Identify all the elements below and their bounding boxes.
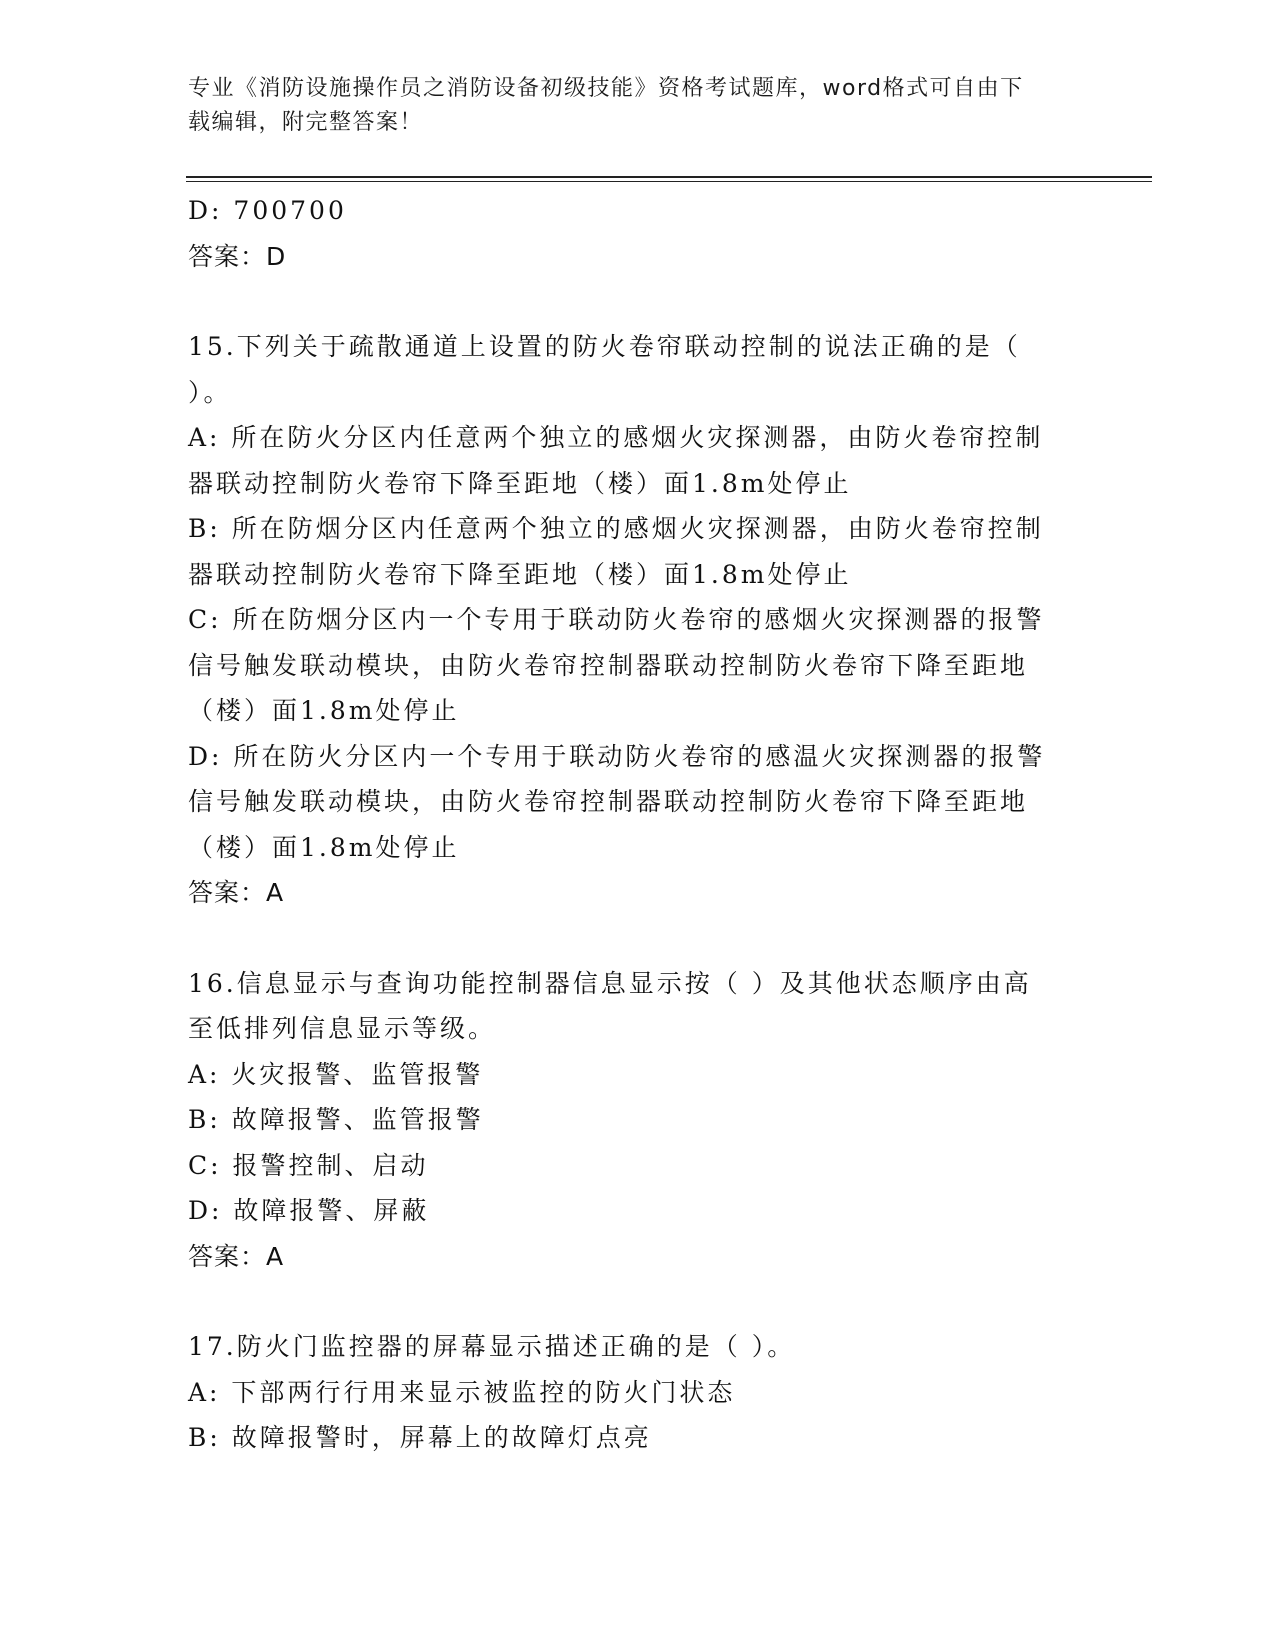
question-stem: 15.下列关于疏散通道上设置的防火卷帘联动控制的说法正确的是（ [188,332,1021,361]
option-d: 信号触发联动模块，由防火卷帘控制器联动控制防火卷帘下降至距地 [188,787,1029,816]
option-a: A: 所在防火分区内任意两个独立的感烟火灾探测器，由防火卷帘控制 [188,423,1044,452]
spacer [188,1279,1078,1324]
question-content [188,188,1078,1461]
spacer [188,279,1078,324]
previous-question-tail [188,188,1078,279]
option-a: 器联动控制防火卷帘下降至距地（楼）面1.8m处停止 [188,468,852,498]
option-c: 信号触发联动模块，由防火卷帘控制器联动控制防火卷帘下降至距地 [188,650,1029,680]
option-d: D: 700700 [188,196,347,225]
option-a: A: 下部两行行用来显示被监控的防火门状态 [188,1377,736,1407]
option-d: D: 故障报警、屏蔽 [188,1196,430,1225]
option-b: B: 故障报警时，屏幕上的故障灯点亮 [188,1423,652,1452]
option-a: A: 火灾报警、监管报警 [188,1059,484,1089]
answer: 答案：A [188,878,285,907]
option-c: C: 报警控制、启动 [188,1150,429,1180]
document-header [188,72,1068,140]
header-divider [186,176,1152,182]
question-stem: 16.信息显示与查询功能控制器信息显示按（ ）及其他状态顺序由高 [188,968,1032,998]
option-b: B: 所在防烟分区内任意两个独立的感烟火灾探测器，由防火卷帘控制 [188,514,1044,543]
option-b: B: 故障报警、监管报警 [188,1105,484,1134]
header-line-2: 载编辑，附完整答案！ [188,110,424,135]
question-17 [188,1324,1078,1461]
question-16 [188,961,1078,1280]
question-stem: 17.防火门监控器的屏幕显示描述正确的是（ ）。 [188,1332,796,1361]
header-line-1: 专业《消防设施操作员之消防设备初级技能》资格考试题库，word格式可自由下 [188,76,1024,101]
question-stem: 至低排列信息显示等级。 [188,1014,497,1043]
answer: 答案：A [188,1241,285,1271]
spacer [188,916,1078,961]
question-stem: ）。 [188,377,232,407]
option-c: （楼）面1.8m处停止 [188,696,460,725]
answer: 答案：D [188,241,287,271]
option-c: C: 所在防烟分区内一个专用于联动防火卷帘的感烟火灾探测器的报警 [188,605,1045,634]
option-d: （楼）面1.8m处停止 [188,832,460,862]
option-b: 器联动控制防火卷帘下降至距地（楼）面1.8m处停止 [188,559,852,589]
question-15 [188,324,1078,916]
option-d: D: 所在防火分区内一个专用于联动防火卷帘的感温火灾探测器的报警 [188,741,1046,771]
